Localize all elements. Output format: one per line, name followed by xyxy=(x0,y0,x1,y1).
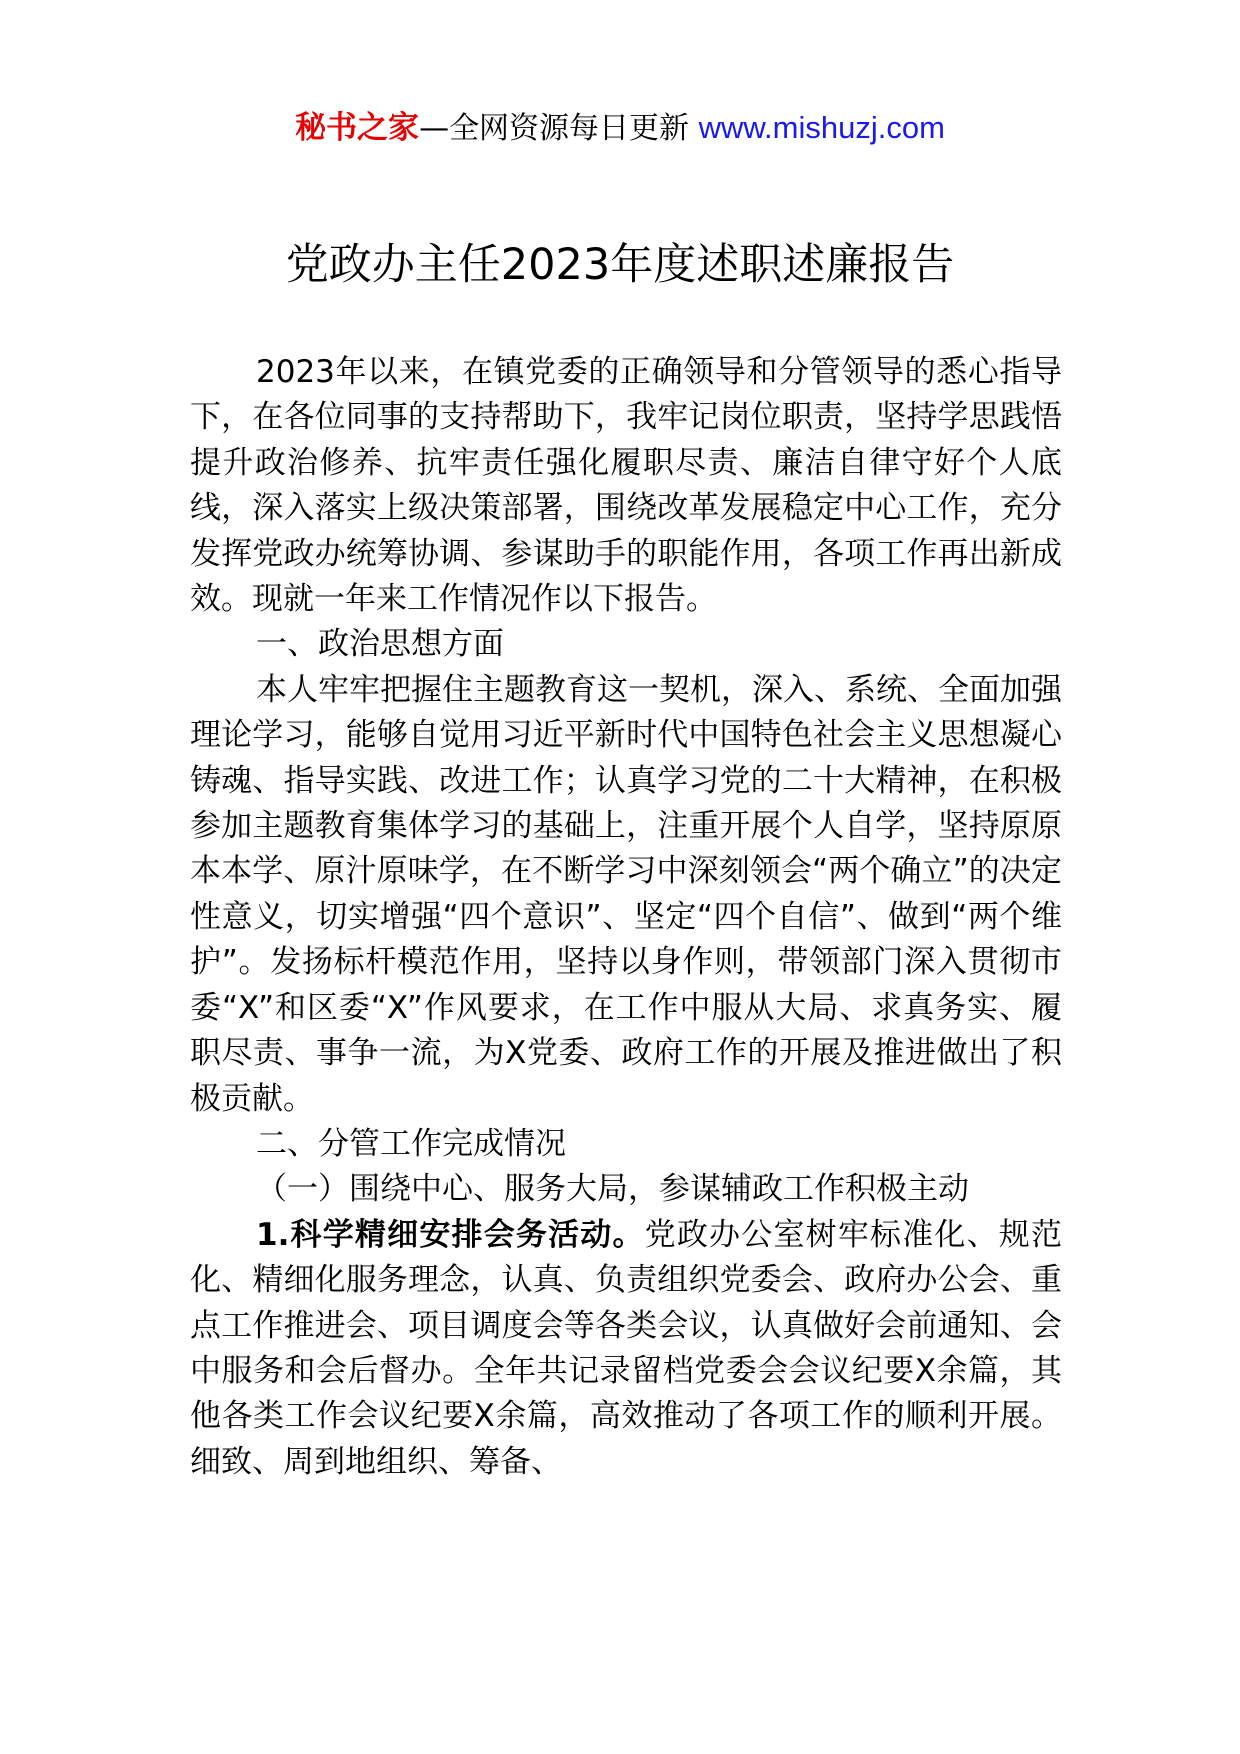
document-title: 党政办主任2023年度述职述廉报告 xyxy=(285,240,955,290)
subsection-heading-1: （一）围绕中心、服务大局，参谋辅政工作积极主动 xyxy=(256,1171,969,1208)
item-1-text: 党政办公室树牢标准化、规范化、精细化服务理念，认真、负责组织党委会、政府办公会、重点工作推进会、项目调度会等各类会议，认真做好会前通知、会中服务和会后督办。全年共记录留档党委会会议纪要X余篇，其他各类工作会议纪要X余篇，高效推动了各项工作的顺利开展。细致、周到地组织、筹备、 xyxy=(190,1216,1062,1480)
section-1-paragraph: 本人牢牢把握住主题教育这一契机，深入、系统、全面加强理论学习，能够自觉用习近平新时代中国特色社会主义思想凝心铸魂、指导实践、改进工作；认真学习党的二十大精神，在积极参加主题教育集体学习的基础上，注重开展个人自学，坚持原原本本学、原汁原味学，在不断学习中深刻领会“两个确立”的决定性意义，切实增强“四个意识”、坚定“四个自信”、做到“两个维护”。发扬标杆模范作用，坚持以身作则，带领部门深入贯彻市委“X”和区委“X”作风要求，在工作中服从大局、求真务实、履职尽责、事争一流，为X党委、政府工作的开展及推进做出了积极贡献。 xyxy=(190,671,1062,1117)
site-banner xyxy=(0,100,1240,156)
banner-brand: 秘书之家 xyxy=(295,110,420,146)
item-1-lead: 1.科学精细安排会务活动。 xyxy=(256,1216,645,1253)
section-heading-1: 一、政治思想方面 xyxy=(256,626,504,663)
document-body xyxy=(190,350,1062,1485)
intro-paragraph: 2023年以来，在镇党委的正确领导和分管领导的悉心指导下，在各位同事的支持帮助下，我牢记岗位职责，坚持学思践悟提升政治修养、抗牢责任强化履职尽责、廉洁自律守好个人底线，深入落实上级决策部署，围绕改革发展稳定中心工作，充分发挥党政办统筹协调、参谋助手的职能作用，各项工作再出新成效。现就一年来工作情况作以下报告。 xyxy=(190,354,1062,618)
banner-tagline: —全网资源每日更新 xyxy=(419,111,699,146)
banner-url-link[interactable]: www.mishuzj.com xyxy=(698,110,945,145)
section-heading-2: 二、分管工作完成情况 xyxy=(256,1125,566,1162)
item-1-paragraph xyxy=(190,1213,1062,1485)
